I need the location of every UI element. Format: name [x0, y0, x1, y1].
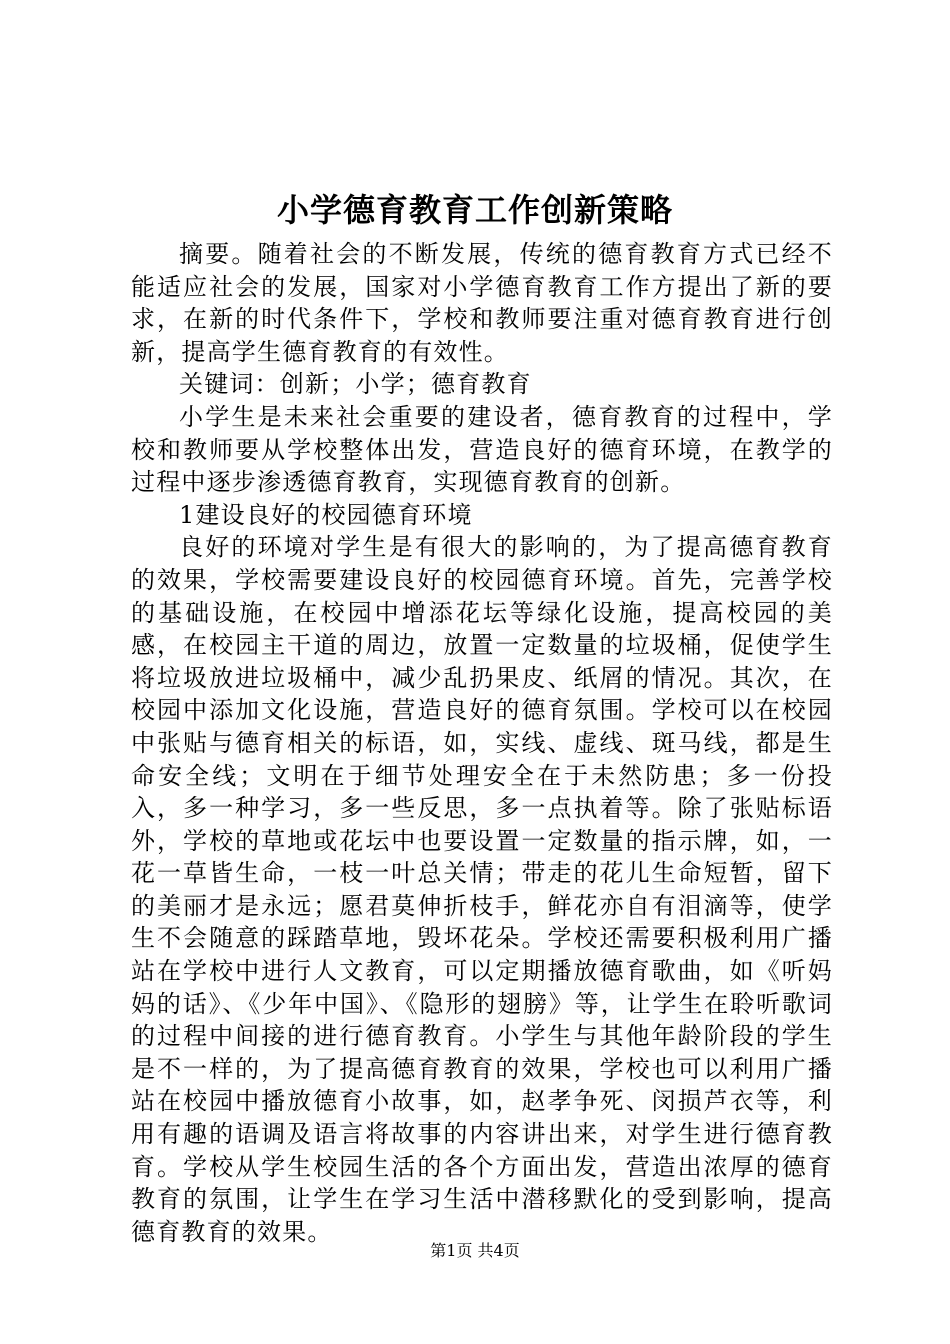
document-body	[131, 238, 833, 1248]
document-title: 小学德育教育工作创新策略	[276, 191, 673, 229]
abstract-paragraph: 摘要。随着社会的不断发展，传统的德育教育方式已经不能适应社会的发展，国家对小学德育教育工作方提出了新的要求，在新的时代条件下，学校和教师要注重对德育教育进行创新，提高学生德育教育的有效性。	[131, 240, 833, 366]
section-heading: 1建设良好的校园德育环境	[179, 500, 473, 529]
body-paragraph: 良好的环境对学生是有很大的影响的，为了提高德育教育的效果，学校需要建设良好的校园德育环境。首先，完善学校的基础设施，在校园中增添花坛等绿化设施，提高校园的美感，在校园主干道的周边，放置一定数量的垃圾桶，促使学生将垃圾放进垃圾桶中，减少乱扔果皮、纸屑的情况。其次，在校园中添加文化设施，营造良好的德育氛围。学校可以在校园中张贴与德育相关的标语，如，实线、虚线、斑马线，都是生命安全线；文明在于细节处理安全在于未然防患；多一份投入，多一种学习，多一些反思，多一点执着等。除了张贴标语外，学校的草地或花坛中也要设置一定数量的指示牌，如，一花一草皆生命，一枝一叶总关情；带走的花儿生命短暂，留下的美丽才是永远；愿君莫伸折枝手，鲜花亦自有泪滴等，使学生不会随意的踩踏草地，毁坏花朵。学校还需要积极利用广播站在学校中进行人文教育，可以定期播放德育歌曲，如《听妈妈的话》、《少年中国》、《隐形的翅膀》等，让学生在聆听歌词的过程中间接的进行德育教育。小学生与其他年龄阶段的学生是不一样的，为了提高德育教育的效果，学校也可以利用广播站在校园中播放德育小故事，如，赵孝争死、闵损芦衣等，利用有趣的语调及语言将故事的内容讲出来，对学生进行德育教育。学校从学生校园生活的各个方面出发，营造出浓厚的德育教育的氛围，让学生在学习生活中潜移默化的受到影响，提高德育教育的效果。	[131, 533, 833, 1246]
page-footer: 第1页 共4页	[430, 1241, 520, 1260]
keywords-paragraph: 关键词：创新；小学；德育教育	[179, 370, 532, 399]
intro-paragraph: 小学生是未来社会重要的建设者，德育教育的过程中，学校和教师要从学校整体出发，营造良好的德育环境，在教学的过程中逐步渗透德育教育，实现德育教育的创新。	[131, 402, 833, 497]
